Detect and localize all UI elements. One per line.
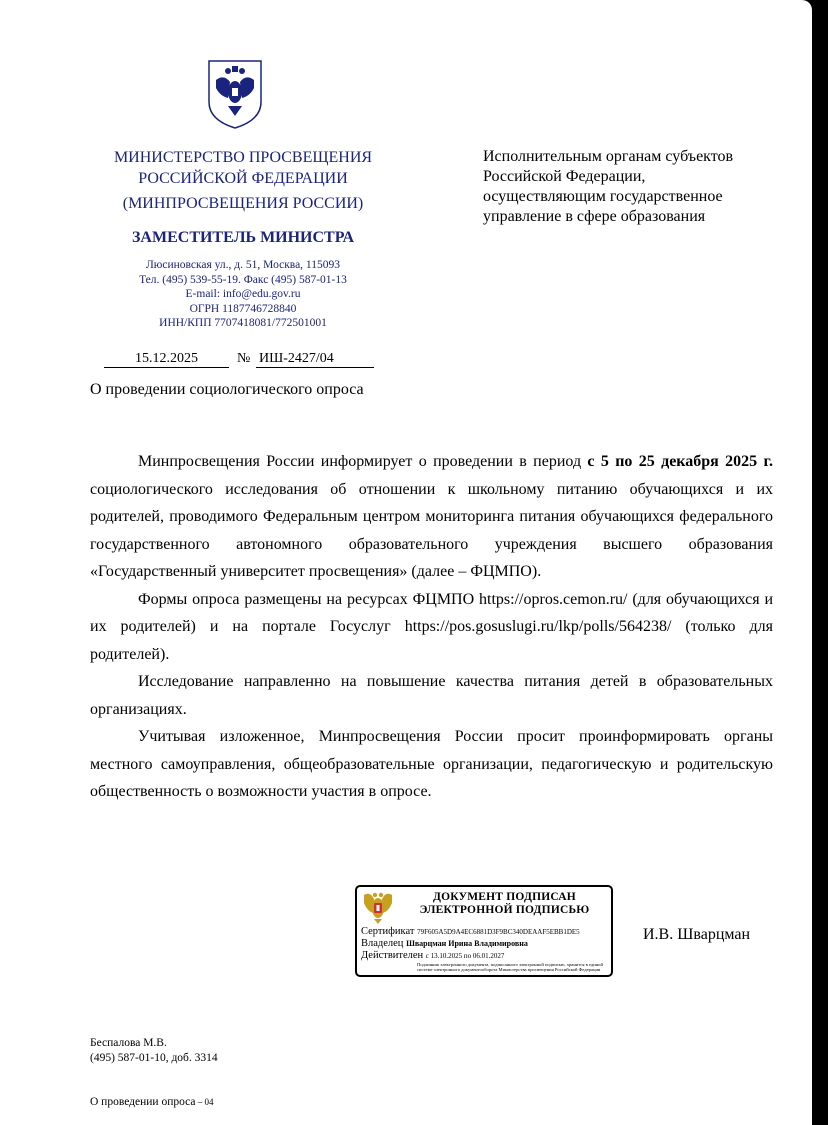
signer-name: И.В. Шварцман [643, 926, 751, 943]
russian-coat-of-arms-icon [206, 58, 264, 130]
survey-period: с 5 по 25 декабря 2025 г. [587, 453, 773, 470]
deputy-minister-title: ЗАМЕСТИТЕЛЬ МИНИСТРА [131, 229, 355, 246]
executor-name: Беспалова М.В. [90, 1037, 167, 1049]
body-paragraph-1: Минпросвещения России информирует о проведении в период с 5 по 25 декабря 2025 г. социологического исследования об отношении к школьному питанию обучающихся и их родителей, проводимого Федеральным центром мониторинга питания обучающихся федерального государственного автономного образовательного учреждения высшего образования «Государственный университет просвещения» (далее – ФЦМПО). [90, 453, 773, 580]
eagle-emblem-icon [362, 891, 394, 925]
letter-subject: О проведении социологического опроса [90, 381, 364, 398]
contact-ogrn: ОГРН 1187746728840 [189, 302, 297, 315]
registration-date: 15.12.2025 [104, 350, 229, 368]
electronic-signature-stamp [355, 885, 613, 977]
ministry-name-line2: РОССИЙСКОЙ ФЕДЕРАЦИИ [138, 170, 348, 187]
addressee-line: Российской Федерации, [483, 168, 646, 185]
executor-info [90, 1036, 218, 1066]
ministry-short-name: (МИНПРОСВЕЩЕНИЯ РОССИИ) [122, 195, 364, 212]
stamp-note: Подлинник электронного документа, подписанного электронной подписью, хранится в единой системе электронного документооборота Министерства просвещения Российской Федерации [417, 962, 603, 973]
executor-phone: (495) 587-01-10, доб. 3314 [90, 1052, 218, 1064]
body-paragraph-3: Исследование направленно на повышение качества питания детей в образовательных организациях. [90, 673, 773, 718]
stamp-validity: Действителен с 13.10.2025 по 06.01.2027 [361, 950, 505, 961]
ministry-contacts [70, 258, 416, 331]
addressee-line: Исполнительным органам субъектов [483, 148, 734, 165]
page-footer [90, 1096, 213, 1108]
stamp-title: ДОКУМЕНТ ПОДПИСАН ЭЛЕКТРОННОЙ ПОДПИСЬЮ [419, 891, 590, 916]
contact-phone: Тел. (495) 539-55-19. Факс (495) 587-01-13 [139, 273, 347, 286]
body-paragraph-2: Формы опроса размещены на ресурсах ФЦМПО https://opros.cemon.ru/ (для обучающихся и их родителей) и на портале Госуслуг https://pos.gosuslugi.ru/lkp/polls/564238/ (только для родителей). [90, 590, 773, 663]
footer-code: – 04 [195, 1097, 214, 1107]
addressee-line: осуществляющим государственное [483, 188, 723, 205]
addressee-block [483, 147, 783, 227]
stamp-certificate: Сертификат 79F605A5D9A4EC6881D3F9BC340DEAAF5EBB1DE5 [361, 926, 580, 937]
contact-email: E-mail: info@edu.gov.ru [185, 288, 301, 300]
letter-body [90, 448, 773, 806]
registration-line [104, 350, 374, 368]
body-paragraph-4: Учитывая изложенное, Минпросвещения России просит проинформировать органы местного самоуправления, общеобразовательные организации, педагогическую и родительскую общественность о возможности участия в опросе. [90, 728, 773, 800]
registration-number-label: № [237, 351, 251, 366]
registration-number: ИШ-2427/04 [256, 350, 374, 368]
contact-address: Люсиновская ул., д. 51, Москва, 115093 [145, 259, 341, 271]
stamp-owner: Владелец Шварцман Ирина Владимировна [361, 938, 528, 949]
footer-text: О проведении опроса [90, 1096, 196, 1108]
ministry-name [70, 147, 416, 189]
contact-inn: ИНН/КПП 7707418081/772501001 [159, 317, 327, 329]
ministry-name-line1: МИНИСТЕРСТВО ПРОСВЕЩЕНИЯ [113, 149, 373, 166]
addressee-line: управление в сфере образования [483, 208, 706, 225]
